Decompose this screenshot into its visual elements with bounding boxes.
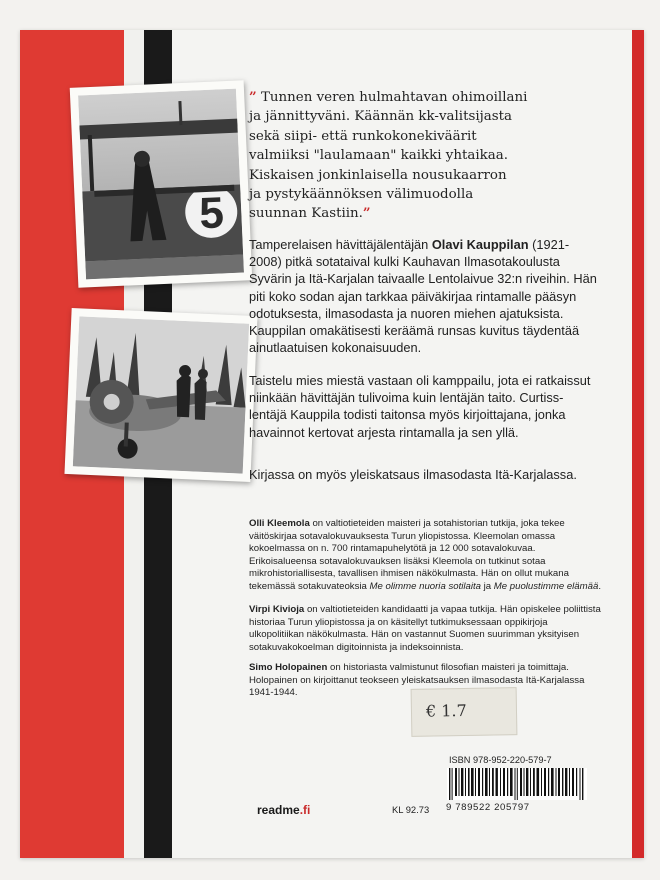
barcode [447,768,587,800]
intro-paragraph [249,236,599,356]
quote-close-mark: ” [362,205,371,222]
bio-book-title: Me puolustimme elämää [493,580,599,592]
paragraph-3: Kirjassa on myös yleiskatsaus ilmasodasta Itä-Karjalassa. [249,467,577,482]
photo-pilot-biplane-image [78,89,244,280]
bio-text: on valtiotieteiden kandidaatti ja vapaa tutkija. Hän opiskelee poliittista historiaa Turun yliopistossa ja on käsitellyt tutkimuksessaan oppikirjoja ulkopolitiikan näkökulmasta. Hän on vastannut Suomen suurimman yksityisen sotakuvakokoelman digitoinnista ja indeksoinnista. [249,604,601,653]
bio-text: on valtiotieteiden maisteri ja sotahistorian tutkija, joka tekee väitöskirjaa sotavalokuvauksesta Turun yliopistossa. Kleemolan omassa kokoelmassa on n. 700 rintamapuhelytötä ja 12 000 sotavalokuvaa. Erikoisalueensa sotavalokuvauksen lisäksi Kleemola on tutkinut sotaa mikrohistoriallisesta, tavallisen ihmisen näkökulmasta. Hän on ollut mukana tekemässä sotakuvateoksia [249,518,569,592]
publisher-logo-main: readme [257,803,300,817]
isbn-label: ISBN 978-952-220-579-7 [449,755,552,765]
photo-plane-forest [64,308,257,482]
quote-line-6: ja pystykäännöksen välimuodolla [249,187,474,203]
bio-book-title: Me olimme nuoria sotilaita [369,580,481,592]
price-sticker-text: € 1.7 [425,700,467,721]
quote-line-4: valmiiksi "laulamaan" kaikki yhtaikaa. [249,148,508,164]
quote-open-mark: ” [249,89,257,105]
quote-line-2: ja jännittyväni. Käännän kk-valitsijasta [249,109,512,125]
quote-line-5: Kiskaisen jonkinlaisella nousukaarron [249,167,507,183]
intro-text-2: (1921-2008) pitkä sotataival kulki Kauhavan Ilmasotakoulusta Syvärin ja Itä-Karjalan taivaalle Lentolaivue 32:n riveihin. Hän piti koko sodan ajan tarkkaa päiväkirjaa rintamalle pääsyn odotuksesta, ilmasodasta ja nuoren miehen ajatuksista. Kauppilan omakätisesti keräämä runsas kuvitus täydentää ainutlaatuisen kokonaisuuden. [249,237,597,356]
intro-text-1: Tamperelaisen hävittäjälentäjän [249,237,432,252]
bio-kleemola [249,518,605,594]
publisher-logo-domain: .fi [299,803,311,817]
intro-name: Olavi Kauppilan [431,237,529,252]
pull-quote [249,88,589,224]
bio-kivioja [249,604,605,654]
bio-text: on historiasta valmistunut filosofian maisteri ja toimittaja. Holopainen on kirjoittanut teokseen yleiskatsauksen ilmasodasta Itä-Karjalassa 1941-1944. [249,662,585,699]
photo-plane-forest-image [73,316,249,473]
price-sticker [411,687,518,737]
publisher-logo [257,803,310,817]
paragraph-2: Taistelu mies miestä vastaan oli kamppailu, jota ei ratkaissut niinkään hävittäjän tulivoima kuin lentäjän taito. Curtiss-lentäjä Kauppila todisti taitonsa myös kirjoittajana, jonka havainnot kertovat arjesta rintamalla ja sen yllä. [249,373,591,440]
bio-name: Simo Holopainen [249,662,328,673]
quote-line-3: sekä siipi- että runkokonekiväärit [249,128,477,144]
bio-name: Olli Kleemola [249,518,310,529]
barcode-number: 9 789522 205797 [446,802,530,813]
library-classification: KL 92.73 [392,804,430,815]
quote-line-7: suunnan Kastiin. [249,206,363,222]
bio-text: ja [480,580,494,592]
quote-line-1: Tunnen veren hulmahtavan ohimoillani [260,90,528,105]
bio-name: Virpi Kivioja [249,604,305,615]
bio-text: . [598,580,601,592]
plane-number: 5 [198,188,225,239]
photo-pilot-biplane [70,80,253,287]
